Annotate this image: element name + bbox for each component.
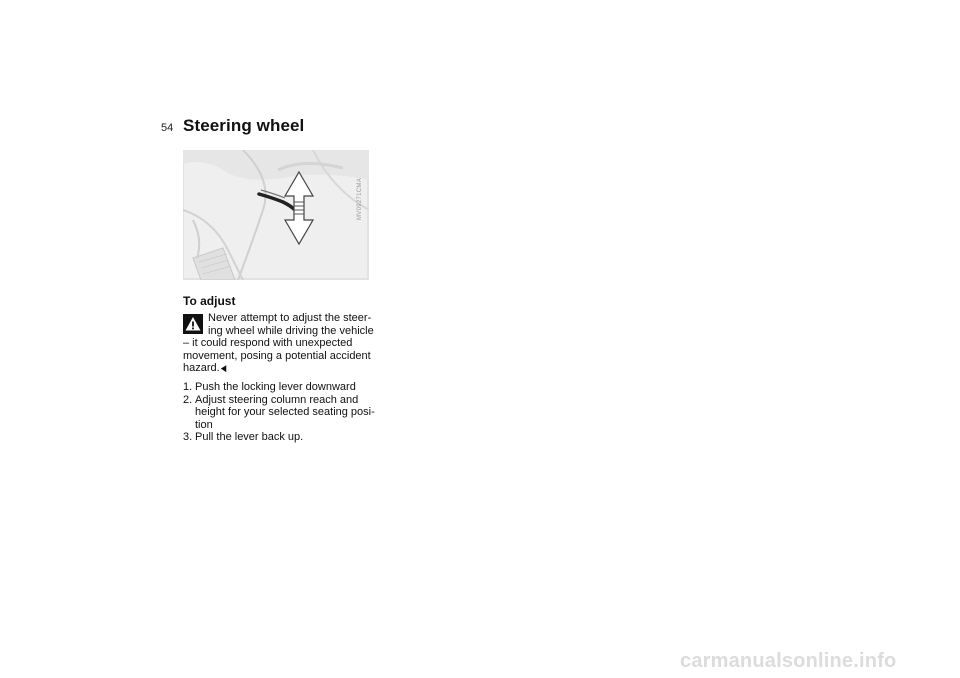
warning-line: ing wheel while driving the vehicle [208,324,374,337]
step-item [183,431,383,444]
step-number: 1. [183,381,193,393]
step-text: Pull the lever back up. [195,431,304,444]
warning-line: Never attempt to adjust the steer- [208,312,372,324]
adjust-heading: To adjust [183,294,236,308]
step-text: Push the locking lever downward [195,381,356,393]
step-item [183,394,383,432]
step-number: 3. [183,431,193,444]
warning-line: hazard. [183,362,220,375]
figure-code: MV09271CMA [357,177,363,220]
adjust-steps [183,381,383,444]
step-text: Adjust steering column reach and height for your selected seating posi-tion [195,393,375,431]
warning-last-line [183,362,227,375]
warning-line: movement, posing a potential accident [183,349,371,362]
end-mark-icon: ◀ [220,363,226,374]
section-title: Steering wheel [183,116,305,135]
step-item [183,381,383,394]
watermark: carmanualsonline.info [680,650,897,672]
steering-column-illustration [183,150,369,280]
page-number: 54 [161,122,174,134]
warning-line: – it could respond with unexpected [183,337,353,350]
steering-lever-drawing [183,150,369,280]
warning-icon [183,314,203,334]
step-number: 2. [183,393,193,406]
